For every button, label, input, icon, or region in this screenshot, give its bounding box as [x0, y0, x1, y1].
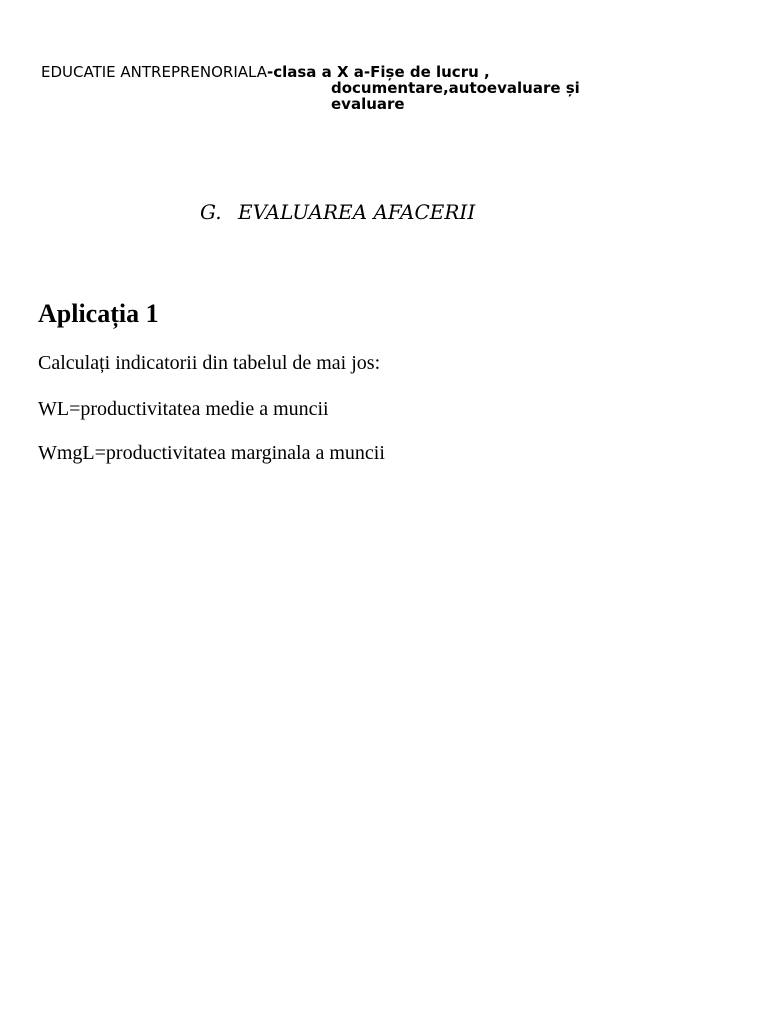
definition-wl: WL=productivitatea medie a muncii	[38, 398, 329, 420]
instruction-paragraph: Calculați indicatorii din tabelul de mai jos:	[38, 352, 381, 374]
section-title	[200, 200, 475, 224]
application-heading: Aplicația 1	[38, 299, 159, 328]
header-class-info: -clasa a X a-Fișe de lucru ,	[267, 63, 490, 81]
header-line-2: documentare,autoevaluare și	[331, 79, 580, 97]
section-title-text: EVALUAREA AFACERII	[237, 200, 476, 224]
definition-wmgl: WmgL=productivitatea marginala a muncii	[38, 442, 385, 464]
header-subject: EDUCATIE ANTREPRENORIALA	[41, 63, 267, 81]
document-header	[41, 64, 681, 112]
section-number: G.	[200, 200, 222, 224]
header-line-1	[41, 64, 681, 80]
header-line-3: evaluare	[331, 95, 405, 113]
